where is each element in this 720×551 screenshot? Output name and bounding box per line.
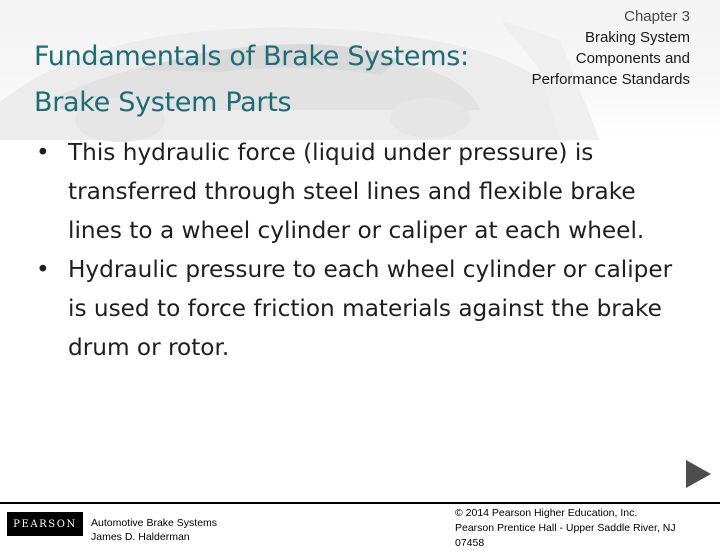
pearson-logo-text: PEARSON — [13, 518, 77, 530]
footer-copyright-line: © 2014 Pearson Higher Education, Inc. — [455, 507, 638, 519]
footer-book-info — [91, 516, 217, 544]
chapter-number: Chapter 3 — [624, 8, 690, 25]
bullet-text: This hydraulic force (liquid under pressure) is transferred through steel lines and flexible brake lines to a wheel cylinder or caliper at each wheel. — [68, 139, 645, 244]
bullet-text: Hydraulic pressure to each wheel cylinder or caliper is used to force friction materials against the brake drum or rotor. — [68, 256, 673, 361]
chapter-subtitle-line-2: Components and — [575, 50, 690, 67]
footer-publisher: Pearson Prentice Hall - Upper Saddle River, NJ — [455, 522, 676, 534]
footer-isbn: 07458 — [455, 537, 485, 549]
footer-author: James D. Halderman — [91, 531, 190, 543]
bullet-item — [36, 133, 676, 250]
footer-book-title: Automotive Brake Systems — [91, 517, 218, 529]
pearson-logo — [7, 512, 83, 536]
bullet-marker: • — [36, 256, 50, 283]
chapter-info — [532, 6, 690, 90]
footer-divider — [0, 502, 720, 504]
slide-title-line-2: Brake System Parts — [34, 87, 292, 118]
bullet-list — [36, 133, 676, 367]
next-slide-button[interactable] — [683, 458, 713, 490]
footer — [0, 502, 720, 549]
slide-title — [34, 34, 469, 126]
bullet-item — [36, 250, 676, 367]
play-next-icon — [683, 458, 713, 490]
slide-title-line-1: Fundamentals of Brake Systems: — [34, 41, 469, 72]
chapter-subtitle-line-1: Braking System — [584, 29, 690, 46]
footer-copyright — [455, 506, 676, 551]
bullet-marker: • — [36, 139, 50, 166]
chapter-subtitle-line-3: Performance Standards — [531, 71, 690, 88]
